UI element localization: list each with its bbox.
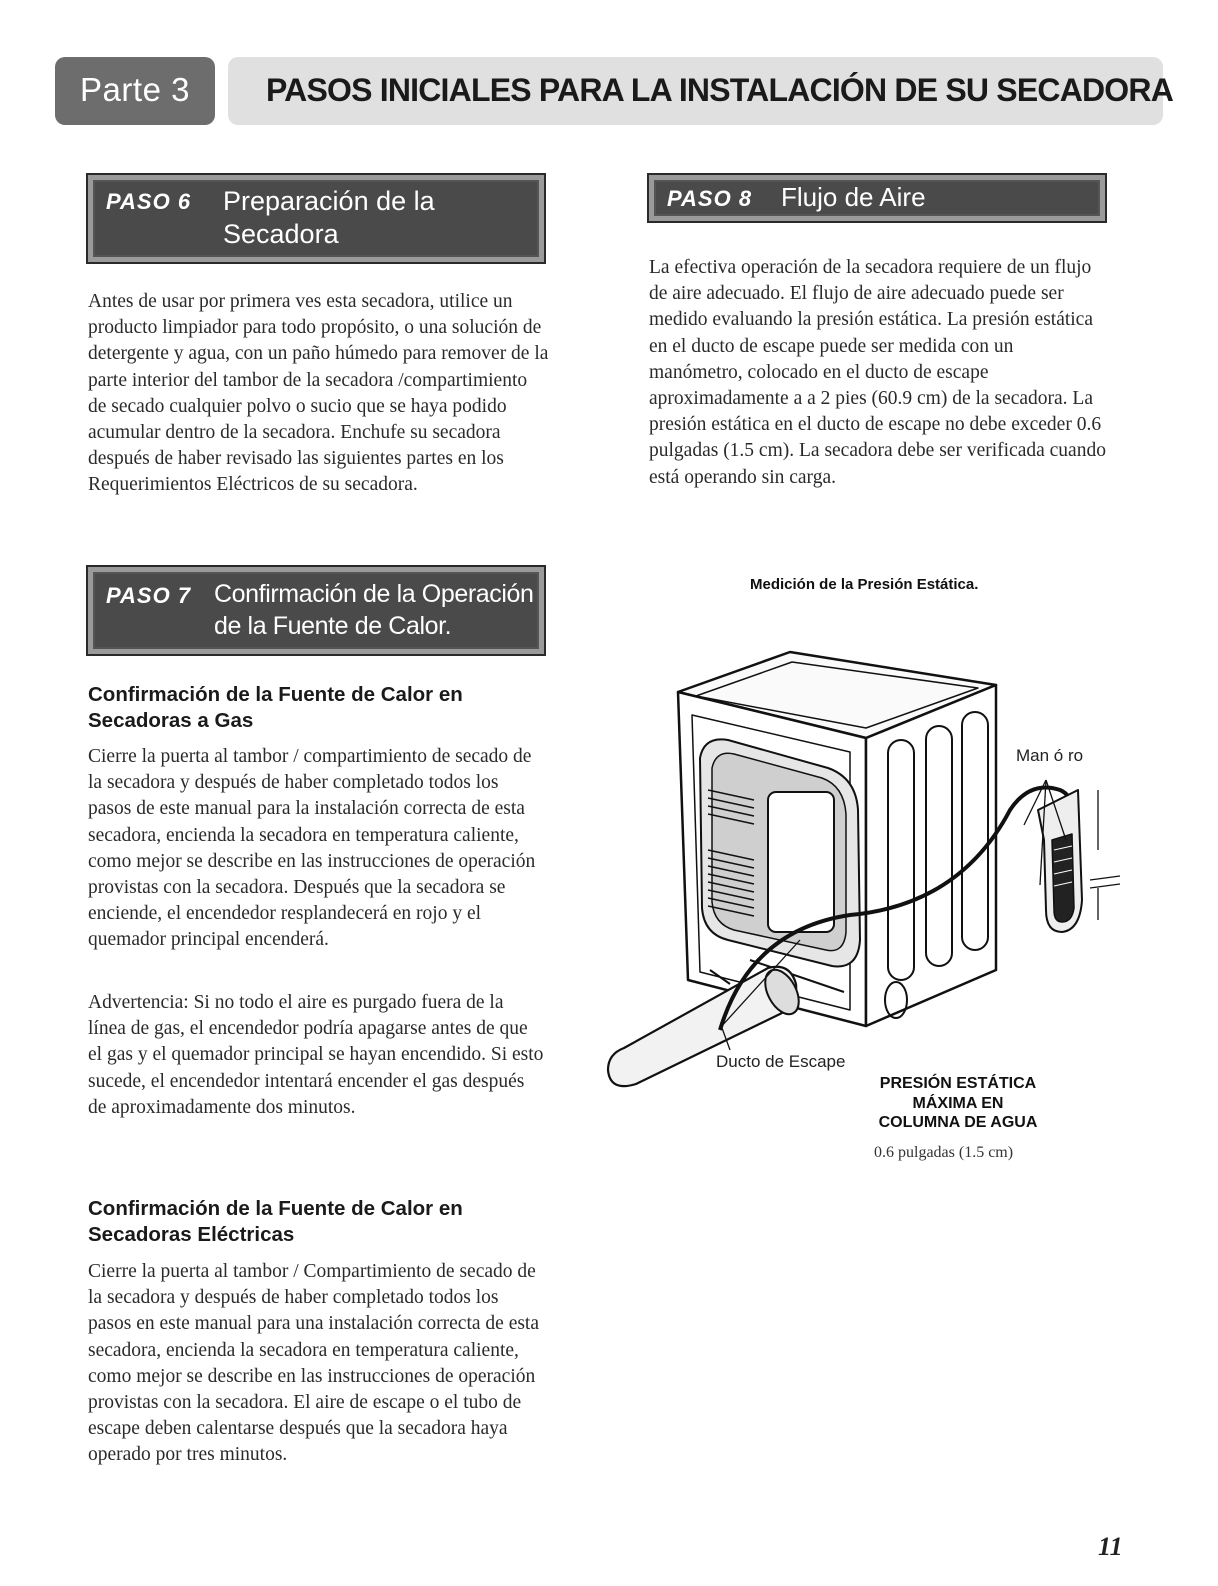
pressure-line3: COLUMNA DE AGUA: [878, 1114, 1038, 1131]
part-tab: Parte 3: [55, 57, 215, 125]
electric-heading: Confirmación de la Fuente de Calor en Secadoras Eléctricas: [88, 1197, 463, 1246]
paso7-step-number: PASO 7: [106, 583, 192, 608]
paso6-title-line2: Secadora: [223, 219, 339, 249]
paso7-title-line2: de la Fuente de Calor.: [214, 612, 452, 640]
pressure-value: 0.6 pulgadas (1.5 cm): [874, 1144, 1014, 1161]
figure-caption: Medición de la Presión Estática.: [750, 576, 979, 593]
manometer-label: Man ó ro: [1016, 746, 1084, 765]
pressure-label: [858, 1074, 1058, 1133]
pressure-line2: MÁXIMA EN: [912, 1094, 1004, 1112]
paso6-title-line1: Preparación de la: [223, 186, 435, 216]
paso7-header: [86, 565, 546, 656]
page-title: PASOS INICIALES PARA LA INSTALACIÓN DE SU SECADORA: [228, 57, 1163, 125]
paso8-step-number: PASO 8: [667, 186, 753, 211]
gas-body: Cierre la puerta al tambor / compartimiento de secado de la secadora y después de haber completado todos los pasos de este manual para la instalación correcta de esta secadora, encienda la secadora en temperatura caliente, como mejor se describe en las instrucciones de operación provistas con la secadora. Después que la secadora se enciende, el encendedor resplandecerá en rojo y el quemador principal encenderá.: [88, 746, 536, 951]
page-number: 11: [1098, 1532, 1123, 1561]
paso7-title-line1: Confirmación de la Operación: [214, 580, 534, 608]
dryer-diagram: [600, 640, 1120, 1090]
paso6-header: [86, 173, 546, 264]
paso8-header: [647, 173, 1107, 223]
gas-warning: Advertencia: Si no todo el aire es purgado fuera de la línea de gas, el encendedor podría apagarse antes de que el gas y el quemador principal se hayan encendido. Si esto sucede, el encendedor intentará encender el gas después de aproximadamente dos minutos.: [88, 992, 544, 1118]
gas-heading: Confirmación de la Fuente de Calor en Secadoras a Gas: [88, 683, 463, 732]
paso6-step-number: PASO 6: [106, 189, 192, 214]
pressure-line1: PRESIÓN ESTÁTICA: [879, 1075, 1037, 1092]
paso6-body: Antes de usar por primera ves esta secadora, utilice un producto limpiador para todo propósito, o una solución de detergente y agua, con un paño húmedo para remover de la parte interior del tambor de la secadora /compartimiento de secado cualquier polvo o sucio que se haya podido acumular dentro de la secadora. Enchufe su secadora después de haber revisado las siguientes partes en los Requerimientos Eléctricos de su secadora.: [88, 291, 549, 496]
electric-body: Cierre la puerta al tambor / Compartimiento de secado de la secadora y después de haber completado todos los pasos en este manual para una instalación correcta de esta secadora, encienda la secadora en temperatura caliente, como mejor se describe en las instrucciones de operación provistas con la secadora. El aire de escape o el tubo de escape deben calentarse después que la secadora haya operado por tres minutos.: [88, 1261, 540, 1466]
paso8-body: La efectiva operación de la secadora requiere de un flujo de aire adecuado. El flujo de aire adecuado puede ser medido evaluando la presión estática. La presión estática en el ducto de escape puede ser medida con un manómetro, colocado en el ducto de escape aproximadamente a a 2 pies (60.9 cm) de la secadora. La presión estática en el ducto de escape no debe exceder 0.6 pulgadas (1.5 cm). La secadora debe ser verificada cuando está operando sin carga.: [649, 257, 1106, 488]
paso8-title: Flujo de Aire: [781, 182, 926, 212]
duct-label: Ducto de Escape: [716, 1052, 846, 1071]
